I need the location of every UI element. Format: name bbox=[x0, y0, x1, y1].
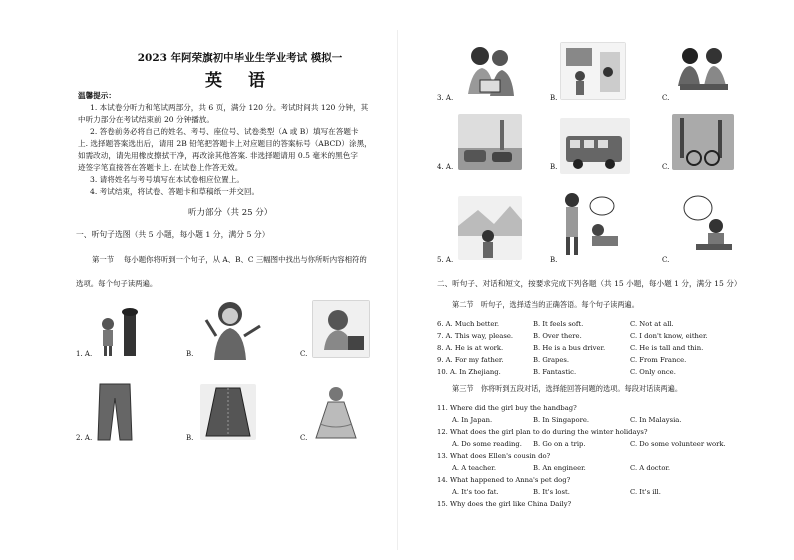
question-text: 11. Where did the girl buy the handbag? bbox=[437, 404, 577, 412]
subject-title: 英 语 bbox=[205, 71, 275, 91]
option-b: B. In Singapore. bbox=[533, 416, 590, 424]
question-row bbox=[437, 344, 777, 355]
q4-label-c: C. bbox=[662, 163, 670, 171]
option-b: B. It feels soft. bbox=[533, 320, 584, 328]
option-b: B. Grapes. bbox=[533, 356, 570, 364]
option-a: 10. A. In Zhejiang. bbox=[437, 368, 501, 376]
option-c: C. In Malaysia. bbox=[630, 416, 682, 424]
section-two-title: 二、听句子、对话和短文，按要求完成下列各题（共 15 小题，每小题 1 分，满分 15 分） bbox=[437, 279, 742, 288]
question-row bbox=[437, 320, 777, 331]
jeans-picture bbox=[96, 382, 134, 442]
option-a: A. Do some reading. bbox=[452, 440, 522, 448]
option-b: B. It's lost. bbox=[533, 488, 570, 496]
q2-label-b: B. bbox=[186, 434, 194, 442]
section-one-instruction: 第一节 每小题你将听到一个句子，从 A、B、C 三幅图中找出与你所听内容相符的 bbox=[92, 255, 367, 264]
option-c: C. Do some volunteer work. bbox=[630, 440, 726, 448]
cooking-picture bbox=[672, 42, 734, 100]
option-a: A. In Japan. bbox=[452, 416, 493, 424]
exam-title: 2023 年阿荣旗初中毕业生学业考试 模拟一 bbox=[137, 52, 343, 64]
question-row bbox=[437, 368, 777, 379]
question-text: 12. What does the girl plan to do during the winter holidays? bbox=[437, 428, 648, 436]
column-divider bbox=[397, 30, 398, 550]
option-c: C. Not at all. bbox=[630, 320, 674, 328]
option-b: B. He is a bus driver. bbox=[533, 344, 606, 352]
instruction-line: 迹签字笔直接答在答题卡上. 在试卷上作答无效。 bbox=[78, 163, 243, 172]
hiking-picture bbox=[458, 196, 522, 260]
instruction-line: 2. 答卷前务必将自己的姓名、考号、座位号、试卷类型（A 或 B）填写在答题卡 bbox=[90, 127, 359, 136]
instruction-line: 上. 选择题答案选出后，请用 2B 铅笔把答题卡上对应题目的答案标号（ABCD）涂黑， bbox=[78, 139, 372, 148]
option-c: C. He is tall and thin. bbox=[630, 344, 704, 352]
option-b: B. Over there. bbox=[533, 332, 582, 340]
question-options bbox=[452, 488, 772, 499]
q1-label-c: C. bbox=[300, 350, 308, 358]
q3-label-b: B. bbox=[550, 94, 558, 102]
family-room-picture bbox=[560, 42, 626, 100]
question-options bbox=[452, 416, 772, 427]
question-text: 15. Why does the girl like China Daily? bbox=[437, 500, 572, 508]
thinking-boy-picture bbox=[676, 192, 736, 258]
q1-label-a: 1. A. bbox=[76, 350, 93, 358]
part-two-instruction: 第二节 听句子，选择适当的正确答语。每个句子读两遍。 bbox=[452, 300, 639, 309]
q3-label-a: 3. A. bbox=[437, 94, 454, 102]
option-c: C. Only once. bbox=[630, 368, 676, 376]
postbox-picture bbox=[96, 302, 146, 360]
q5-label-b: B. bbox=[550, 256, 558, 264]
q2-label-c: C. bbox=[300, 434, 308, 442]
dress-picture bbox=[314, 384, 358, 442]
section-one-instruction-cont: 选项。每个句子读两遍。 bbox=[76, 279, 158, 288]
traffic-picture bbox=[458, 114, 522, 170]
question-text: 13. What does Ellen's cousin do? bbox=[437, 452, 551, 460]
question-options bbox=[452, 464, 772, 475]
option-b: B. Fantastic. bbox=[533, 368, 577, 376]
option-c: C. It's ill. bbox=[630, 488, 661, 496]
phone-call-picture bbox=[312, 300, 370, 358]
q5-label-c: C. bbox=[662, 256, 670, 264]
q3-label-c: C. bbox=[662, 94, 670, 102]
q4-label-b: B. bbox=[550, 163, 558, 171]
q4-label-a: 4. A. bbox=[437, 163, 454, 171]
q1-label-b: B. bbox=[186, 350, 194, 358]
option-a: A. It's too fat. bbox=[452, 488, 499, 496]
bicycle-park-picture bbox=[672, 114, 734, 170]
option-b: B. Go on a trip. bbox=[533, 440, 586, 448]
instructions-heading: 温馨提示： bbox=[78, 91, 116, 100]
instruction-line: 4. 考试结束，将试卷、答题卡和草稿纸一并交回。 bbox=[90, 187, 260, 196]
girl-waving-picture bbox=[196, 296, 264, 360]
instructions-block bbox=[78, 90, 393, 198]
option-c: C. From France. bbox=[630, 356, 687, 364]
section-one-title: 一、听句子选图（共 5 小题，每小题 1 分，满分 5 分） bbox=[76, 230, 270, 239]
doctor-patient-picture bbox=[558, 190, 626, 258]
instruction-line: 中听力部分在考试结束前 20 分钟播放。 bbox=[78, 115, 214, 124]
option-a: A. A teacher. bbox=[452, 464, 496, 472]
instruction-line: 如需改动，请先用橡皮擦拭干净，再改涂其他答案. 非选择题请用 0.5 毫米的黑色字 bbox=[78, 151, 358, 160]
q2-label-a: 2. A. bbox=[76, 434, 93, 442]
question-text: 14. What happened to Anna's pet dog? bbox=[437, 476, 571, 484]
q5-label-a: 5. A. bbox=[437, 256, 454, 264]
option-a: 8. A. He is at work. bbox=[437, 344, 504, 352]
skirt-picture bbox=[200, 384, 256, 440]
instruction-line: 3. 请将姓名与考号填写在本试卷相应位置上。 bbox=[90, 175, 244, 184]
kids-reading-picture bbox=[458, 44, 520, 102]
question-row bbox=[437, 332, 777, 343]
bus-picture bbox=[560, 118, 630, 174]
option-a: 7. A. This way, please. bbox=[437, 332, 514, 340]
listening-title: 听力部分（共 25 分） bbox=[188, 208, 273, 218]
question-options bbox=[452, 440, 772, 451]
part-three-instruction: 第三节 你将听到五段对话，选择能回答问题的选项。每段对话读两遍。 bbox=[452, 384, 683, 393]
question-row bbox=[437, 356, 777, 367]
option-c: C. A doctor. bbox=[630, 464, 671, 472]
option-b: B. An engineer. bbox=[533, 464, 586, 472]
option-a: 6. A. Much better. bbox=[437, 320, 500, 328]
option-a: 9. A. For my father. bbox=[437, 356, 504, 364]
option-c: C. I don't know, either. bbox=[630, 332, 708, 340]
instruction-line: 1. 本试卷分听力和笔试两部分，共 6 页，满分 120 分。考试时间共 120 分钟，其 bbox=[90, 103, 369, 112]
